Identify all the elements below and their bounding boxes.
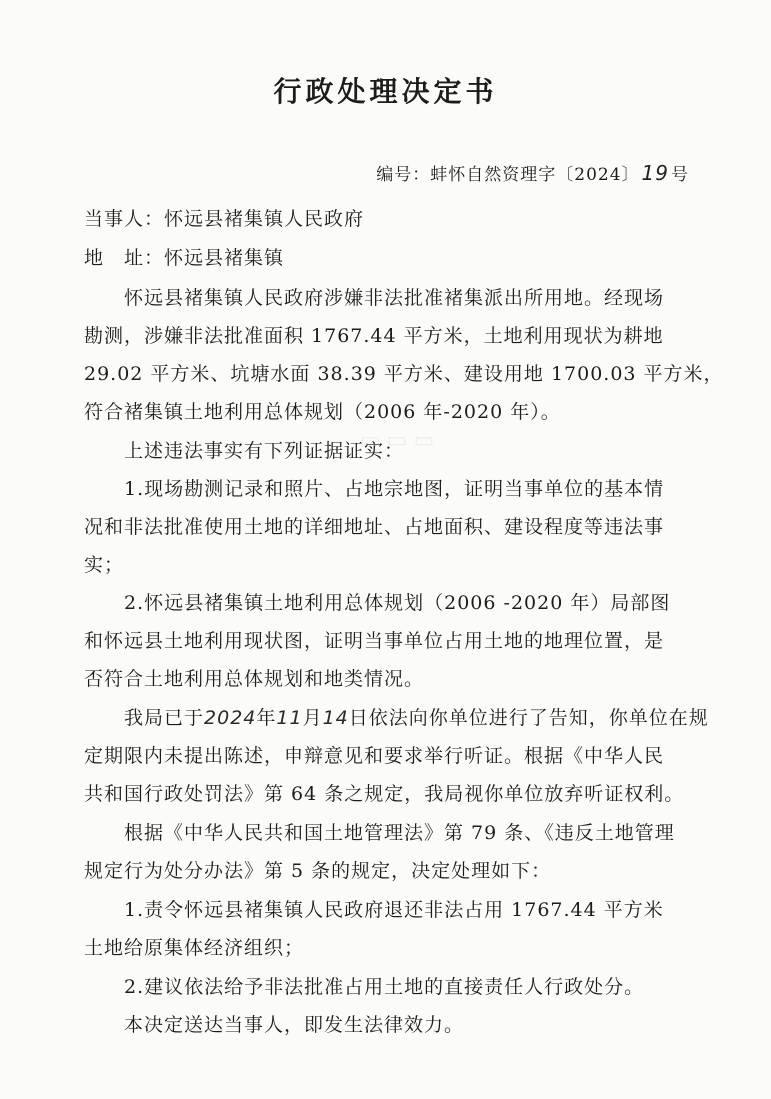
notice-before: 我局已于 [124,707,205,729]
evidence-item-2-cont: 否符合土地利用总体规划和地类情况。 [84,668,425,690]
decision-item-1-cont: 土地给原集体经济组织； [84,937,305,959]
notice-month-handwritten: 11 [276,707,303,729]
notice-after: 日依法向你单位进行了告知，你单位在规 [348,707,709,729]
evidence-item-2: 2.怀远县褚集镇土地利用总体规划（2006 -2020 年）局部图 [124,592,671,614]
notice-year-handwritten: 2024 [204,707,257,729]
evidence-item-1-cont: 实； [84,554,125,576]
effect-statement: 本决定送达当事人，即发生法律效力。 [124,1014,465,1036]
notice-day-handwritten: 14 [322,707,349,729]
address-line: 地 址：怀远县褚集镇 [84,247,285,269]
doc-number-prefix: 编号：蚌怀自然资理字〔2024〕 [376,165,640,185]
doc-number-handwritten: 19 [641,161,669,185]
decision-item-2: 2.建议依法给予非法批准占用土地的直接责任人行政处分。 [124,976,645,998]
paragraph-line: 定期限内未提出陈述，申辩意见和要求举行听证。根据《中华人民 [84,745,665,767]
notice-line [124,703,736,730]
evidence-item-1: 1.现场勘测记录和照片、占地宗地图，证明当事单位的基本情 [124,478,665,500]
paragraph-line: 符合褚集镇土地利用总体规划（2006 年-2020 年）。 [84,401,561,423]
notice-mid1: 年 [256,707,277,729]
paragraph-line: 规定行为处分办法》第 5 条的规定，决定处理如下： [84,860,552,882]
paragraph-line: 共和国行政处罚法》第 64 条之规定，我局视你单位放弃听证权利。 [84,783,685,805]
paragraph-line: 怀远县褚集镇人民政府涉嫌非法批准褚集派出所用地。经现场 [124,287,665,309]
paragraph-line: 29.02 平方米、坑塘水面 38.39 平方米、建设用地 1700.03 平方米， [84,363,724,385]
paragraph-line: 根据《中华人民共和国土地管理法》第 79 条、《违反土地管理 [124,822,675,844]
evidence-item-1-cont: 况和非法批准使用土地的详细地址、占地面积、建设程度等违法事 [84,516,665,538]
decision-item-1: 1.责令怀远县褚集镇人民政府退还非法占用 1767.44 平方米 [124,899,664,921]
paragraph-line: 勘测，涉嫌非法批准面积 1767.44 平方米，土地利用现状为耕地 [84,325,664,347]
document-number [376,160,689,185]
bleed-through-mark: ▭▭▭ [360,428,441,453]
notice-mid2: 月 [302,707,323,729]
paragraph-line: 上述违法事实有下列证据证实： [124,440,405,462]
doc-number-suffix: 号 [671,165,689,185]
party-line: 当事人：怀远县褚集镇人民政府 [84,208,365,230]
evidence-item-2-cont: 和怀远县土地利用现状图，证明当事单位占用土地的地理位置，是 [84,630,665,652]
document-title: 行政处理决定书 [273,75,498,108]
